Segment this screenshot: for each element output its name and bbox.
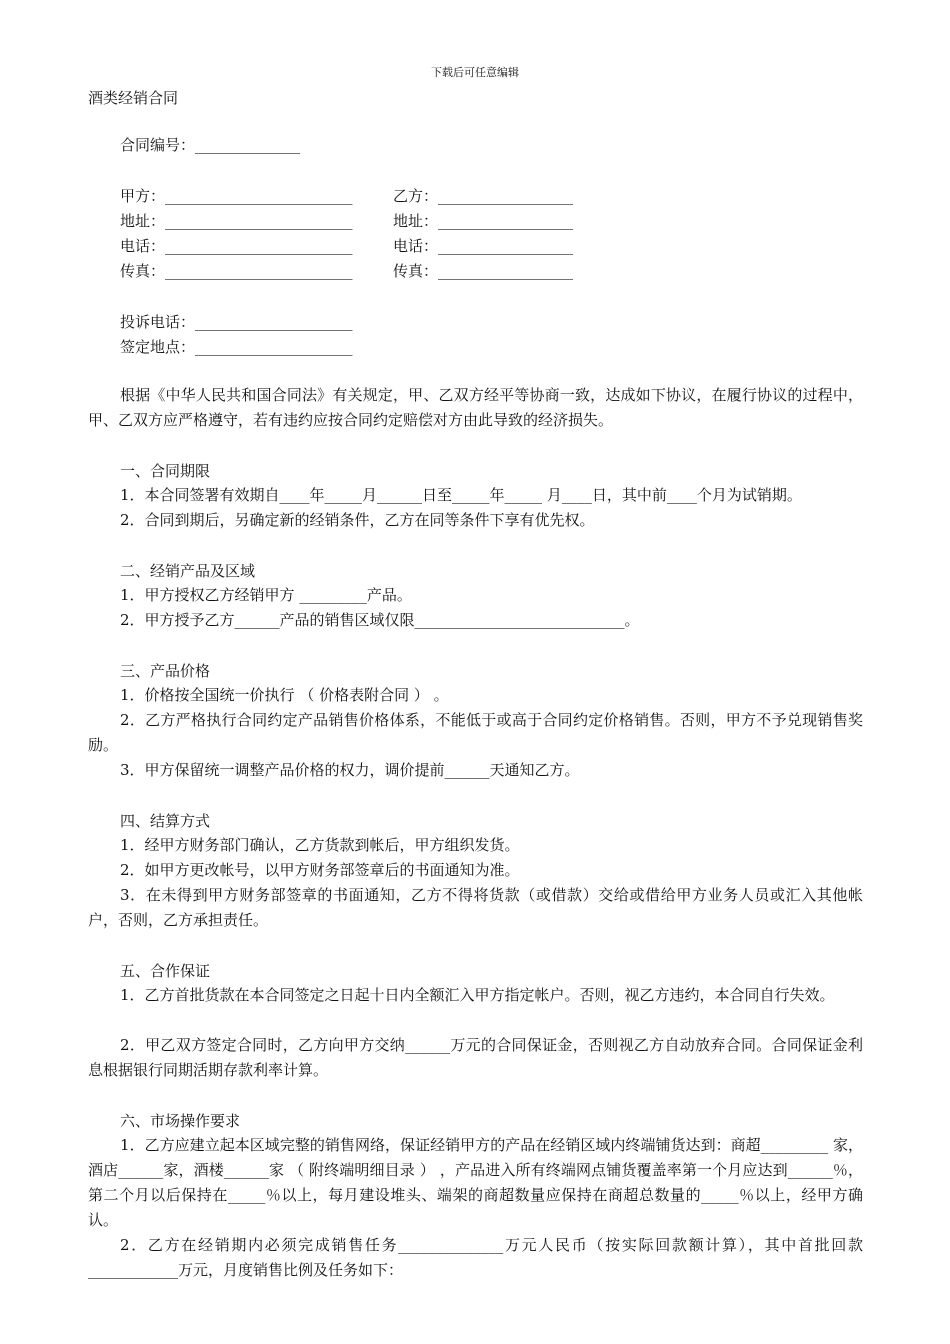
complaint-phone-line: 投诉电话：_____________________ [120, 313, 353, 331]
section-heading-settlement: 四、结算方式 [120, 812, 211, 830]
clause-5-1: 1．乙方首批货款在本合同签定之日起十日内全额汇入甲方指定帐户。否则，视乙方违约，本合同自行失效。 [120, 986, 835, 1004]
party-a-line: 甲方：_________________________ [120, 187, 353, 205]
party-a-phone-line: 电话：_________________________ [120, 237, 353, 255]
clause-4-3: 3．在未得到甲方财务部签章的书面通知，乙方不得将货款（或借款）交给或借给甲方业务人员或汇入其他帐户，否则，乙方承担责任。 [88, 886, 863, 929]
sign-place-line: 签定地点：_____________________ [120, 338, 353, 356]
party-b-fax-line: 传真：__________________ [393, 262, 574, 280]
section-heading-guarantee: 五、合作保证 [120, 962, 211, 980]
clause-4-2: 2．如甲方更改帐号，以甲方财务部签章后的书面通知为准。 [120, 861, 520, 879]
header-note: 下载后可任意编辑 [431, 66, 519, 79]
document-title: 酒类经销合同 [88, 89, 179, 107]
clause-3-3: 3．甲方保留统一调整产品价格的权力，调价提前______天通知乙方。 [120, 761, 580, 779]
clause-3-2: 2．乙方严格执行合同约定产品销售价格体系，不能低于或高于合同约定价格销售。否则，甲方不予兑现销售奖励。 [88, 711, 863, 754]
clause-1-1: 1．本合同签署有效期自____年_____月______日至_____年_____ 月____日，其中前____个月为试销期。 [120, 486, 802, 504]
section-heading-market: 六、市场操作要求 [120, 1112, 241, 1130]
party-a-fax-line: 传真：_________________________ [120, 262, 353, 280]
clause-6-1: 1．乙方应建立起本区域完整的销售网络，保证经销甲方的产品在经销区域内终端铺货达到：商超_________ 家，酒店______家，酒楼______家 （ 附终端明细目录 ） ，产品进入所有终端网点铺货覆盖率第一个月应达到______％，第二个月以后保持在_____％以上，每月建设堆头、端架的商超数量应保持在商超总数量的_____％以上，经甲方确认。 [88, 1136, 863, 1229]
party-b-phone-line: 电话：__________________ [393, 237, 574, 255]
section-heading-term: 一、合同期限 [120, 462, 211, 480]
contract-number-line: 合同编号：______________ [120, 136, 301, 154]
clause-2-1: 1．甲方授权乙方经销甲方 _________产品。 [120, 586, 412, 604]
clause-2-2: 2．甲方授予乙方______产品的销售区域仅限____________________________。 [120, 611, 640, 629]
clause-4-1: 1．经甲方财务部门确认，乙方货款到帐后，甲方组织发货。 [120, 836, 520, 854]
preamble-paragraph: 根据《中华人民共和国合同法》有关规定，甲、乙双方经平等协商一致，达成如下协议，在履行协议的过程中，甲、乙双方应严格遵守，若有违约应按合同约定赔偿对方由此导致的经济损失。 [88, 386, 863, 429]
party-b-line: 乙方：__________________ [393, 187, 574, 205]
clause-6-2: 2．乙方在经销期内必须完成销售任务______________万元人民币（按实际回款额计算），其中首批回款____________万元，月度销售比例及任务如下： [88, 1236, 863, 1279]
section-heading-price: 三、产品价格 [120, 662, 211, 680]
party-b-address-line: 地址：__________________ [393, 212, 574, 230]
section-heading-products: 二、经销产品及区域 [120, 562, 256, 580]
clause-5-2: 2．甲乙双方签定合同时，乙方向甲方交纳______万元的合同保证金，否则视乙方自动放弃合同。合同保证金利息根据银行同期活期存款利率计算。 [88, 1036, 863, 1079]
clause-1-2: 2．合同到期后，另确定新的经销条件，乙方在同等条件下享有优先权。 [120, 511, 595, 529]
clause-3-1: 1．价格按全国统一价执行 （ 价格表附合同 ） 。 [120, 686, 449, 704]
party-a-address-line: 地址：_________________________ [120, 212, 353, 230]
